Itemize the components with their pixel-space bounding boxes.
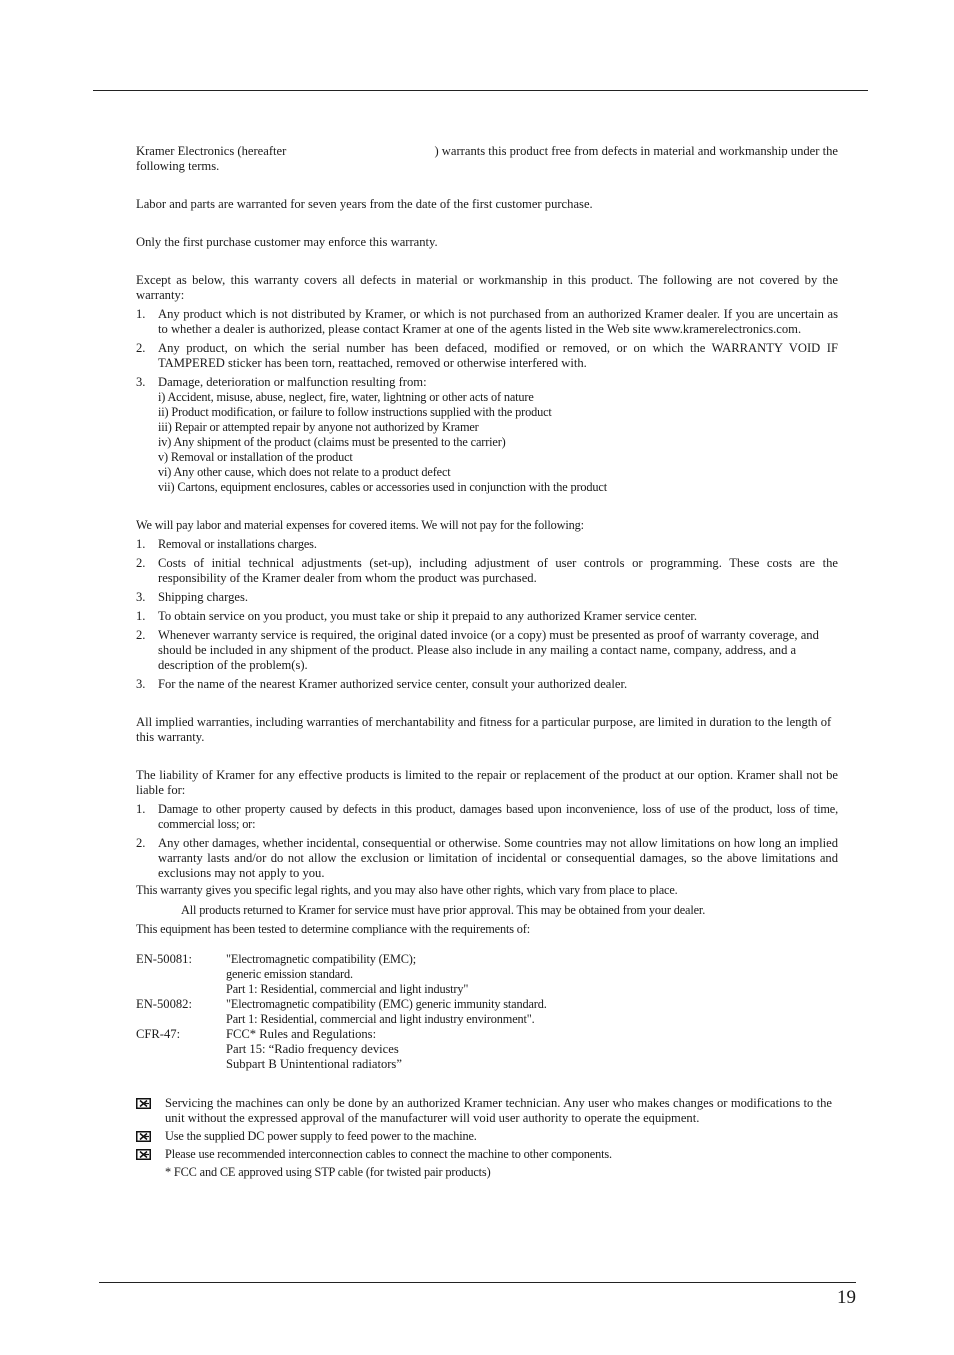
list-item: iii) Repair or attempted repair by anyone not authorized by Kramer <box>158 420 479 434</box>
rights-paragraph: This warranty gives you specific legal rights, and you may also have other rights, which vary from place to place. <box>136 883 678 897</box>
covered-paragraph: Except as below, this warranty covers all defects in material or workmanship in this product. The following are not covered by the warranty: <box>136 273 838 302</box>
compliance-paragraph: This equipment has been tested to determine compliance with the requirements of: <box>136 922 531 936</box>
note-item <box>136 1147 838 1162</box>
liability-paragraph: The liability of Kramer for any effective products is limited to the repair or replacement of the product at our option. Kramer shall not be liable for: <box>136 768 838 797</box>
list-item: vi) Any other cause, which does not relate to a product defect <box>158 465 451 479</box>
standard-code: EN-50081: <box>136 952 192 966</box>
list-item: 2. Costs of initial technical adjustments (set-up), including adjustment of user controls or programming. These costs are the responsibility of the Kramer dealer from whom the product was purchased. <box>136 556 838 585</box>
not-covered-list <box>136 307 838 390</box>
intro-right: ) warrants this product free from defects in material and workmanship under the <box>434 144 838 158</box>
list-item: 2. Any other damages, whether incidental, consequential or otherwise. Some countries may not allow limitations on how long an implied warranty lasts and/or do not allow the exclusion or limitation of incidental or consequential damages, so the above limitations and exclusions may not apply to you. <box>136 836 838 880</box>
standard-line: FCC* Rules and Regulations: <box>226 1027 377 1041</box>
page-number: 19 <box>837 1287 856 1308</box>
list-item: 2. Any product, on which the serial number has been defaced, modified or removed, or on which the WARRANTY VOID IF TAMPERED sticker has been torn, reattached, removed or otherwise interfered with. <box>136 341 838 370</box>
standard-code: CFR-47: <box>136 1027 181 1041</box>
list-item: 1. Removal or installations charges. <box>136 537 317 551</box>
standard-line: Part 1: Residential, commercial and light industry" <box>226 982 469 996</box>
approval-paragraph: All products returned to Kramer for service must have prior approval. This may be obtained from your dealer. <box>181 903 706 917</box>
list-item: 3. For the name of the nearest Kramer authorized service center, consult your authorized dealer. <box>136 677 628 691</box>
standard-row <box>136 1027 838 1072</box>
standard-line: Part 1: Residential, commercial and light industry environment". <box>226 1012 535 1026</box>
term-paragraph: Labor and parts are warranted for seven years from the date of the first customer purchase. <box>136 197 593 211</box>
standard-line: generic emission standard. <box>226 967 353 981</box>
note-text: Servicing the machines can only be done by an authorized Kramer technician. Any user who makes changes or modifications to the unit without the expressed approval of the manufacturer will void user authority to operate the equipment. <box>165 1096 832 1125</box>
warning-box-icon <box>136 1096 165 1126</box>
note-text: Please use recommended interconnection cables to connect the machine to other components. <box>165 1147 612 1161</box>
warning-box-icon <box>136 1147 165 1162</box>
list-item: 1. Any product which is not distributed by Kramer, or which is not purchased from an authorized Kramer dealer. If you are uncertain as to whether a dealer is authorized, please contact Kramer at one of the agents listed in the Web site www.kramerelectronics.com. <box>136 307 838 336</box>
warranty-content <box>136 144 838 1180</box>
intro-line <box>136 144 838 159</box>
warning-box-icon <box>136 1129 165 1144</box>
liability-list <box>136 802 838 881</box>
note-item <box>136 1129 838 1144</box>
intro-continued: following terms. <box>136 159 220 173</box>
list-item: v) Removal or installation of the product <box>158 450 353 464</box>
standard-line: Part 15: “Radio frequency devices <box>226 1042 399 1056</box>
pay-paragraph: We will pay labor and material expenses for covered items. We will not pay for the following: <box>136 518 584 532</box>
list-item: vii) Cartons, equipment enclosures, cables or accessories used in conjunction with the product <box>158 480 607 494</box>
list-item: 3. Shipping charges. <box>136 590 249 604</box>
intro-left: Kramer Electronics (hereafter <box>136 144 287 158</box>
list-item: iv) Any shipment of the product (claims must be presented to the carrier) <box>158 435 506 449</box>
header-rule <box>93 90 868 91</box>
standard-line: "Electromagnetic compatibility (EMC) generic immunity standard. <box>226 997 547 1011</box>
note-text: Use the supplied DC power supply to feed power to the machine. <box>165 1129 477 1143</box>
footnote: * FCC and CE approved using STP cable (for twisted pair products) <box>165 1165 491 1179</box>
note-item <box>136 1096 838 1126</box>
service-list <box>136 609 838 692</box>
notes-section <box>136 1096 838 1180</box>
list-item: 3. Damage, deterioration or malfunction resulting from: <box>136 375 427 389</box>
list-item: 1. Damage to other property caused by defects in this product, damages based upon inconvenience, loss of use of the product, loss of time, commercial loss; or: <box>136 802 838 831</box>
not-paid-list <box>136 537 838 605</box>
damage-causes-list <box>158 390 838 495</box>
list-item: 1. To obtain service on you product, you must take or ship it prepaid to any authorized Kramer service center. <box>136 609 698 623</box>
standard-line: Subpart B Unintentional radiators” <box>226 1057 402 1071</box>
standards-table <box>136 952 838 1072</box>
who-paragraph: Only the first purchase customer may enforce this warranty. <box>136 235 438 249</box>
footer-rule <box>99 1282 856 1283</box>
standard-code: EN-50082: <box>136 997 192 1011</box>
list-item: 2. Whenever warranty service is required, the original dated invoice (or a copy) must be presented as proof of warranty coverage, and should be included in any shipment of the product. Please also include in any mailing a contact name, company, address, and a description of the problem(s). <box>136 628 819 672</box>
standard-row <box>136 952 838 997</box>
standard-line: "Electromagnetic compatibility (EMC); <box>226 952 417 966</box>
implied-paragraph: All implied warranties, including warranties of merchantability and fitness for a particular purpose, are limited in duration to the length of this warranty. <box>136 715 832 744</box>
standard-row <box>136 997 838 1027</box>
list-item: i) Accident, misuse, abuse, neglect, fire, water, lightning or other acts of nature <box>158 390 534 404</box>
list-item: ii) Product modification, or failure to follow instructions supplied with the product <box>158 405 552 419</box>
